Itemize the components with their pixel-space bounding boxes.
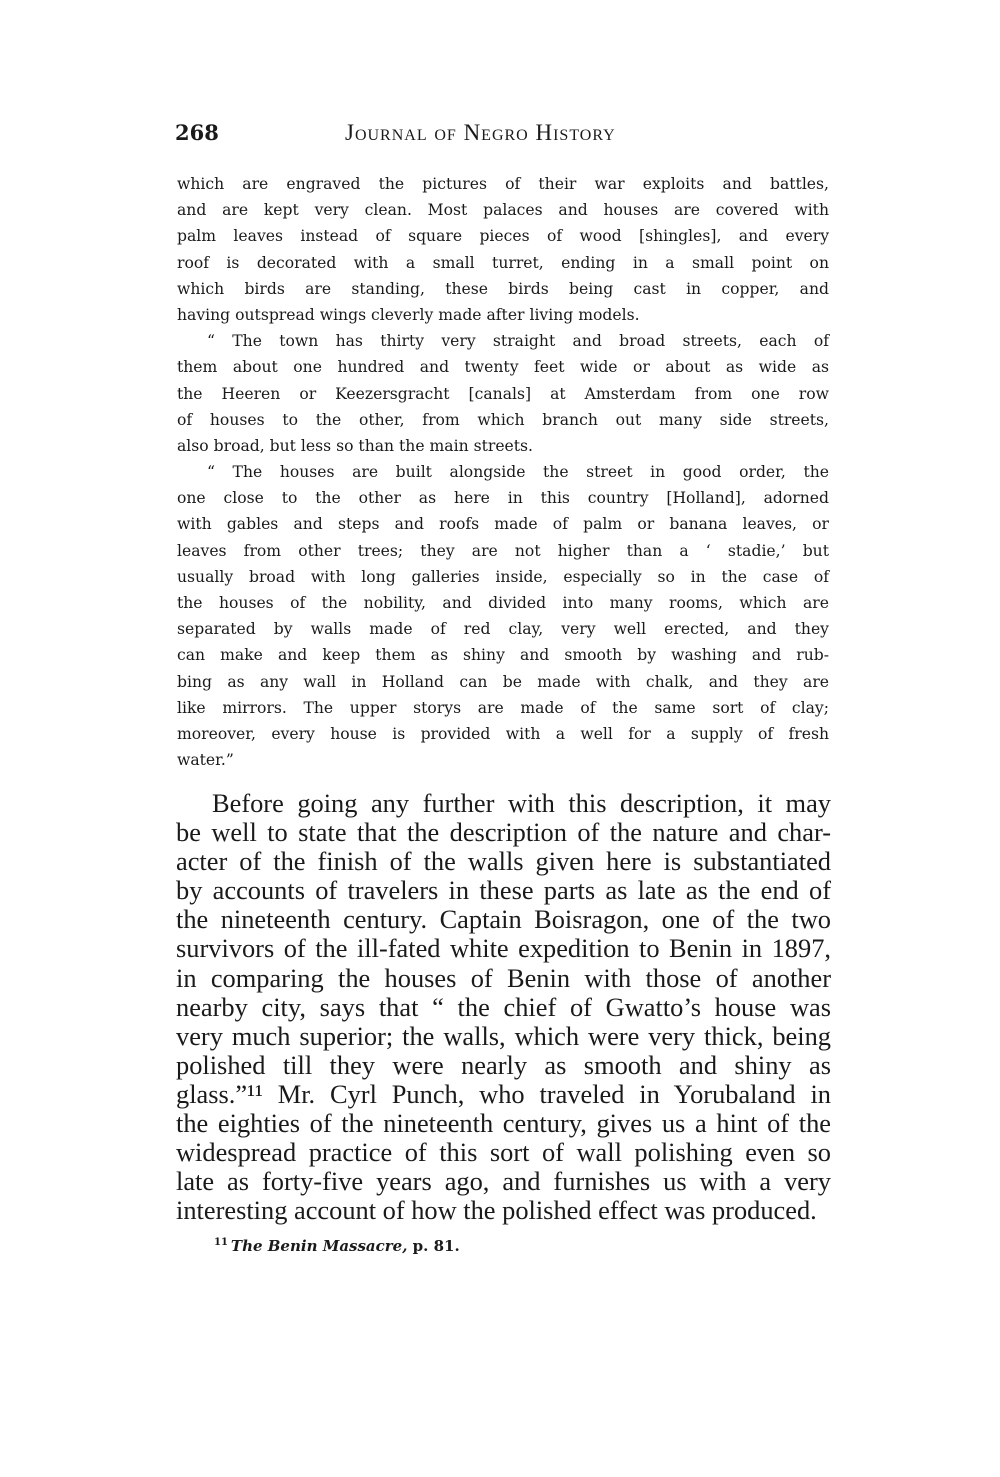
body-line: late as forty-five years ago, and furnishes us with a very bbox=[176, 1166, 831, 1197]
quote-line: the Heeren or Keezersgracht [canals] at Amsterdam from one row bbox=[177, 384, 829, 403]
quote-line: also broad, but less so than the main streets. bbox=[177, 436, 533, 455]
body-line: glass.”¹¹ Mr. Cyrl Punch, who traveled in Yorubaland in bbox=[176, 1078, 831, 1109]
quote-line: leaves from other trees; they are not higher than a ‘ stadie,’ but bbox=[177, 541, 829, 560]
body-line: the nineteenth century. Captain Boisragon, one of the two bbox=[176, 904, 831, 935]
running-head bbox=[175, 120, 830, 150]
footnote bbox=[214, 1237, 460, 1255]
quote-line: which are engraved the pictures of their war exploits and battles, bbox=[177, 175, 829, 193]
body-line: be well to state that the description of the nature and char- bbox=[176, 817, 831, 848]
body-paragraph bbox=[176, 789, 831, 1225]
body-line: the eighties of the nineteenth century, gives us a hint of the bbox=[176, 1108, 831, 1139]
body-line: very much superior; the walls, which were very thick, being bbox=[176, 1020, 831, 1051]
quote-line: one close to the other as here in this country [Holland], adorned bbox=[177, 489, 829, 508]
quote-line: usually broad with long galleries inside, especially so in the case of bbox=[177, 567, 829, 586]
body-line: acter of the finish of the walls given here is substantiated bbox=[176, 846, 831, 877]
quote-line: of houses to the other, from which branch out many side streets, bbox=[177, 410, 829, 429]
footnote-page-ref: p. 81. bbox=[407, 1237, 460, 1255]
quote-line: and are kept very clean. Most palaces and houses are covered with bbox=[177, 201, 829, 220]
quote-line: water.” bbox=[177, 751, 234, 770]
body-line: survivors of the ill-fated white expedition to Benin in 1897, bbox=[176, 933, 831, 964]
footnote-source-title: The Benin Massacre, bbox=[230, 1237, 408, 1255]
quote-line: having outspread wings cleverly made after living models. bbox=[177, 305, 640, 324]
body-line: in comparing the houses of Benin with those of another bbox=[176, 962, 831, 993]
page-number: 268 bbox=[175, 120, 219, 145]
quote-line: “ The houses are built alongside the street in good order, the bbox=[207, 463, 829, 482]
quote-line: palm leaves instead of square pieces of wood [shingles], and every bbox=[177, 227, 829, 246]
quote-line: like mirrors. The upper storys are made of the same sort of clay; bbox=[177, 698, 829, 717]
footnote-marker: 11 bbox=[214, 1237, 228, 1248]
body-line: interesting account of how the polished effect was produced. bbox=[176, 1195, 817, 1226]
body-line: by accounts of travelers in these parts as late as the end of bbox=[176, 875, 831, 906]
quote-line: “ The town has thirty very straight and broad streets, each of bbox=[207, 332, 829, 351]
quote-line: the houses of the nobility, and divided into many rooms, which are bbox=[177, 594, 829, 612]
quote-line: roof is decorated with a small turret, ending in a small point on bbox=[177, 253, 829, 272]
journal-title: Journal of Negro History bbox=[345, 120, 616, 145]
quote-line: which birds are standing, these birds being cast in copper, and bbox=[177, 279, 829, 298]
quote-line: bing as any wall in Holland can be made with chalk, and they are bbox=[177, 672, 829, 691]
body-line: polished till they were nearly as smooth and shiny as bbox=[176, 1049, 831, 1080]
quote-line: them about one hundred and twenty feet wide or about as wide as bbox=[177, 358, 829, 377]
body-line: nearby city, says that “ the chief of Gwatto’s house was bbox=[176, 991, 831, 1022]
quoted-passage bbox=[177, 171, 829, 773]
quote-line: separated by walls made of red clay, very well erected, and they bbox=[177, 620, 829, 639]
quote-line: can make and keep them as shiny and smooth by washing and rub- bbox=[177, 646, 829, 665]
body-line: widespread practice of this sort of wall polishing even so bbox=[176, 1137, 831, 1168]
body-line: Before going any further with this description, it may bbox=[212, 788, 831, 818]
quote-line: with gables and steps and roofs made of palm or banana leaves, or bbox=[177, 515, 829, 534]
quote-line: moreover, every house is provided with a well for a supply of fresh bbox=[177, 724, 829, 743]
